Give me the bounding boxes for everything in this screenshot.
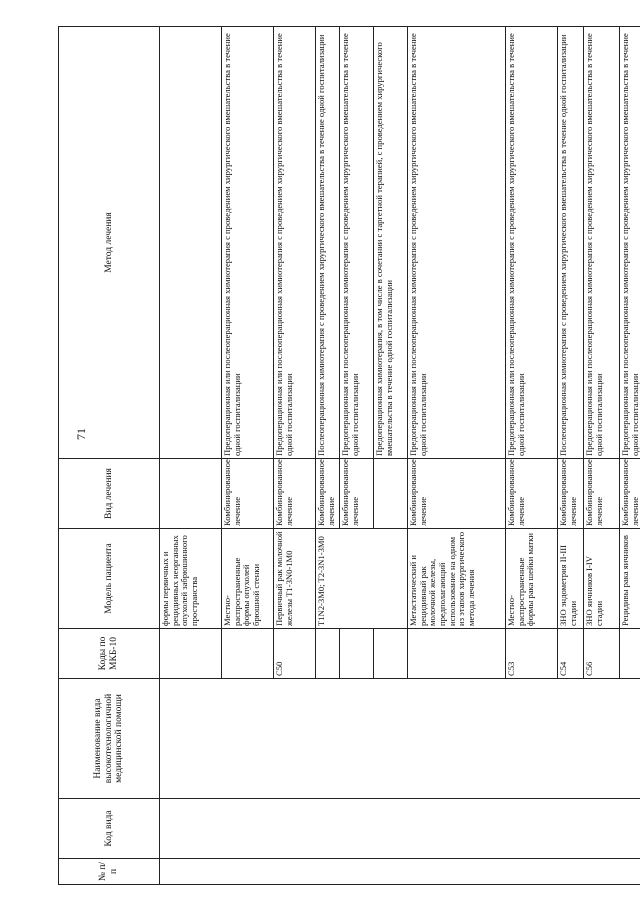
cell-method: Предоперационная или послеоперационная химиотерапия с проведением хирургического вмешательства в течение одной госпитализации	[408, 27, 506, 459]
col-header-model: Модель пациента	[59, 529, 160, 629]
cell-model: ЗНО эндометрия II-III стадии	[558, 529, 584, 629]
cell-method: Послеоперационная химиотерапия с проведением хирургического вмешательства в течение одной госпитализации	[316, 27, 340, 459]
cell-method: Предоперационная или послеоперационная химиотерапия с проведением хирургического вмешательства в течение одной госпитализации	[340, 27, 374, 459]
cell-icd	[340, 629, 374, 679]
cell-type: Комбинированное лечение	[222, 459, 274, 529]
cell-method: Предоперационная или послеоперационная химиотерапия с проведением хирургического вмешательства в течение одной госпитализации	[274, 27, 316, 459]
cell-type: Комбинированное лечение	[316, 459, 340, 529]
cell-icd: C56	[584, 629, 620, 679]
treatment-table	[58, 26, 640, 885]
cell-icd: C53	[506, 629, 558, 679]
cell-model: Метастатический и рецидивный рак молочной железы, предполагающий использование на одном из этапов хирургического метода лечения	[408, 529, 506, 629]
page-number: 71	[74, 428, 88, 440]
cell-icd: C54	[558, 629, 584, 679]
cell-type: Комбинированное лечение	[558, 459, 584, 529]
cell-method	[160, 27, 222, 459]
cell-icd	[374, 629, 408, 679]
cell-type	[374, 459, 408, 529]
cell-code	[160, 799, 640, 859]
cell-model: Местно-распространенные формы рака шейки матки	[506, 529, 558, 629]
cell-model: ЗНО яичников I-IV стадии	[584, 529, 620, 629]
col-header-name: Наименование вида высокотехнологичной медицинской помощи	[59, 679, 160, 799]
cell-method: Предоперационная или послеоперационная химиотерапия с проведением хирургического вмешательства в течение одной госпитализации	[584, 27, 620, 459]
cell-model: Первичный рак молочной железы T1-3N0-1M0	[274, 529, 316, 629]
cell-model: T1N2-3M0; T2-3N1-3M0	[316, 529, 408, 629]
cell-type: Комбинированное лечение	[620, 459, 640, 529]
cell-icd	[316, 629, 340, 679]
cell-type: Комбинированное лечение	[340, 459, 374, 529]
cell-type: Комбинированное лечение	[408, 459, 506, 529]
col-header-icd: Коды по МКБ-10	[59, 629, 160, 679]
cell-icd	[222, 629, 274, 679]
cell-type: Комбинированное лечение	[274, 459, 316, 529]
cell-name	[160, 679, 640, 799]
cell-type	[160, 459, 222, 529]
cell-icd	[408, 629, 506, 679]
cell-icd	[160, 629, 222, 679]
cell-icd	[620, 629, 640, 679]
cell-method: Предоперационная или послеоперационная химиотерапия с проведением хирургического вмешательства в течение одной госпитализации	[620, 27, 640, 459]
cell-method: Предоперационная химиотерапия, в том числе в сочетании с таргетной терапией, с проведением хирургического вмешательства в течение одной госпитализации	[374, 27, 408, 459]
cell-method: Предоперационная или послеоперационная химиотерапия с проведением хирургического вмешательства в течение одной госпитализации	[222, 27, 274, 459]
table-row	[160, 27, 222, 885]
cell-method: Предоперационная или послеоперационная химиотерапия с проведением хирургического вмешательства в течение одной госпитализации	[506, 27, 558, 459]
header-row	[59, 27, 160, 885]
cell-model: Местно-распространенные формы опухолей брюшной стенки	[222, 529, 274, 629]
cell-icd: C50	[274, 629, 316, 679]
col-header-num: № п/п	[59, 859, 160, 885]
col-header-code: Код вида	[59, 799, 160, 859]
cell-type: Комбинированное лечение	[506, 459, 558, 529]
cell-num	[160, 859, 640, 885]
rotated-table-page	[58, 27, 640, 885]
col-header-method: Метод лечения	[59, 27, 160, 459]
cell-type: Комбинированное лечение	[584, 459, 620, 529]
cell-method: Послеоперационная химиотерапия с проведением хирургического вмешательства в течение одной госпитализации	[558, 27, 584, 459]
cell-model: формы первичных и рецидивных неорганных опухолей забрюшинного пространства	[160, 529, 222, 629]
col-header-type: Вид лечения	[59, 459, 160, 529]
cell-model: Рецидивы рака яичников	[620, 529, 640, 629]
